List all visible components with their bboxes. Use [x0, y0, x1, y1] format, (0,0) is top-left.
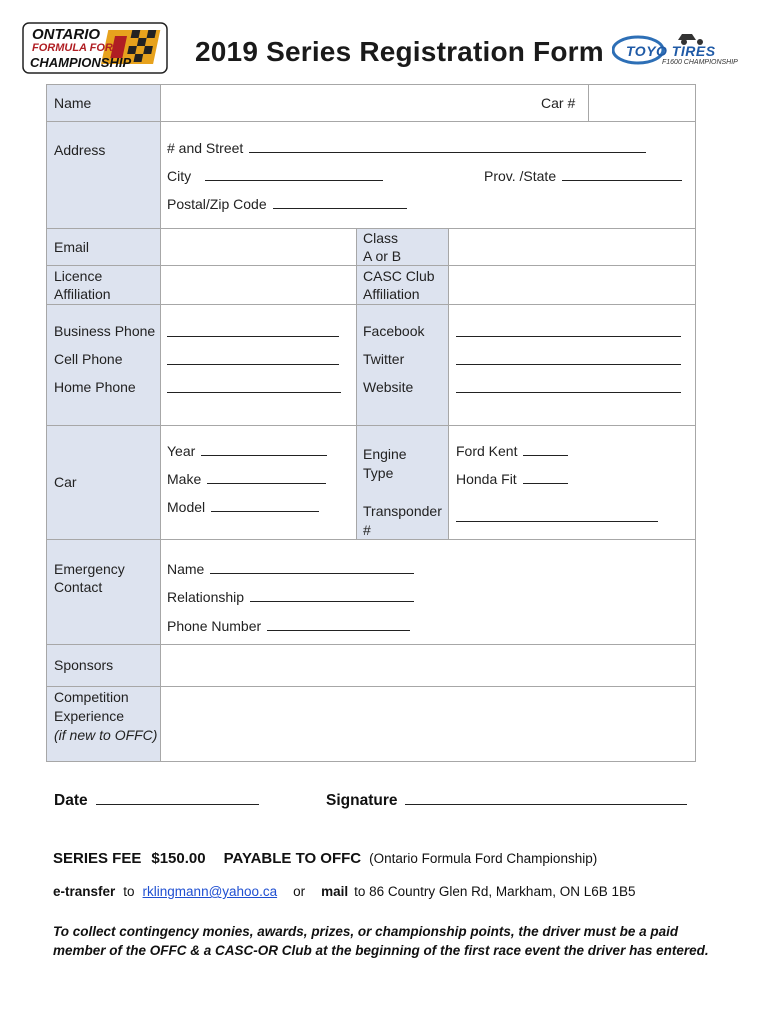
engine-label-line1: Engine: [363, 446, 407, 462]
casc-label-line2: Affiliation: [363, 286, 420, 302]
postal-label: Postal/Zip Code: [167, 196, 267, 212]
facebook-line[interactable]: [456, 325, 681, 337]
twitter-label: Twitter: [363, 351, 405, 367]
payment-methods-line: [53, 884, 636, 899]
series-fee-label: SERIES FEE: [53, 850, 142, 867]
ec-name-field[interactable]: [167, 560, 414, 579]
ec-relationship-line[interactable]: [250, 590, 414, 602]
model-line[interactable]: [211, 500, 319, 512]
logo-text-ontario: ONTARIO: [32, 26, 101, 43]
payable-note: (Ontario Formula Ford Championship): [369, 851, 598, 866]
street-line[interactable]: [249, 141, 646, 153]
signature-label: Signature: [326, 792, 398, 809]
logo-text-toyo: TOYO TIRES: [626, 43, 716, 59]
car-number-label: Car #: [541, 95, 576, 111]
make-line[interactable]: [207, 472, 326, 484]
facebook-label: Facebook: [363, 323, 425, 339]
business-phone-line[interactable]: [167, 325, 339, 337]
honda-fit-label: Honda Fit: [456, 471, 517, 487]
sponsors-input-cell[interactable]: [160, 644, 696, 687]
year-line[interactable]: [201, 444, 327, 456]
ec-name-label: Name: [167, 561, 205, 577]
competition-label-line2: Experience: [54, 708, 125, 724]
ec-phone-field[interactable]: [167, 617, 410, 636]
postal-line[interactable]: [273, 197, 407, 209]
year-label: Year: [167, 443, 196, 459]
class-label-line2: A or B: [363, 248, 402, 264]
licence-label-line2: Affiliation: [54, 286, 111, 302]
cell-phone-line[interactable]: [167, 353, 339, 365]
social-input-cell[interactable]: [448, 304, 696, 426]
car-label: Car: [54, 474, 77, 490]
city-line[interactable]: [205, 169, 383, 181]
transponder-line[interactable]: [456, 510, 658, 522]
home-phone-line[interactable]: [167, 381, 341, 393]
transponder-label-line1: Transponder: [363, 503, 442, 519]
city-field[interactable]: [167, 167, 383, 186]
address-label: Address: [54, 142, 106, 158]
page-title: 2019 Series Registration Form: [195, 36, 604, 67]
class-label-line1: Class: [363, 230, 399, 246]
prov-label: Prov. /State: [484, 168, 557, 184]
emergency-label-line1: Emergency: [54, 561, 125, 577]
email-link[interactable]: rklingmann@yahoo.ca: [142, 884, 278, 899]
date-label: Date: [54, 792, 88, 809]
cell-phone-label: Cell Phone: [54, 351, 123, 367]
transponder-label-line2: #: [363, 522, 371, 538]
ec-name-line[interactable]: [210, 562, 414, 574]
series-fee-line: [53, 850, 597, 867]
series-fee-amount: $150.00: [151, 850, 206, 867]
membership-note: To collect contingency monies, awards, prizes, or championship points, the driver must be a paid member of the OFFC & a CASC-OR Club at the beginning of the first race event the driver has entered.: [53, 924, 709, 958]
honda-fit-line[interactable]: [523, 472, 568, 484]
date-line[interactable]: [96, 791, 259, 805]
ford-kent-field[interactable]: [456, 442, 568, 461]
home-phone-label: Home Phone: [54, 379, 136, 395]
postal-field[interactable]: [167, 195, 407, 214]
casc-label-line1: CASC Club: [363, 268, 435, 284]
logo-text-championship: CHAMPIONSHIP: [30, 55, 132, 70]
model-field[interactable]: [167, 498, 319, 517]
engine-label-line2: Type: [363, 465, 394, 481]
etransfer-label: e-transfer: [53, 884, 116, 899]
ec-phone-line[interactable]: [267, 619, 410, 631]
make-field[interactable]: [167, 470, 326, 489]
emergency-label-line2: Contact: [54, 579, 103, 595]
to-word: to: [123, 884, 135, 899]
ec-relationship-field[interactable]: [167, 588, 414, 607]
year-field[interactable]: [167, 442, 327, 461]
email-label: Email: [54, 239, 90, 255]
ec-phone-label: Phone Number: [167, 618, 262, 634]
ontario-formula-ford-logo: [22, 22, 168, 74]
street-field[interactable]: [167, 139, 646, 158]
logo-text-formula-ford: FORMULA FORD: [32, 42, 121, 54]
honda-fit-field[interactable]: [456, 470, 568, 489]
prov-line[interactable]: [562, 169, 682, 181]
ford-kent-line[interactable]: [523, 444, 568, 456]
mail-label: mail: [321, 884, 349, 899]
twitter-line[interactable]: [456, 353, 681, 365]
licence-label-line1: Licence: [54, 268, 103, 284]
sponsors-label: Sponsors: [54, 657, 114, 673]
car-number-input-cell[interactable]: [588, 84, 696, 122]
competition-label-line1: Competition: [54, 689, 129, 705]
email-input-cell[interactable]: [160, 228, 357, 266]
competition-input-cell[interactable]: [160, 686, 696, 762]
model-label: Model: [167, 499, 206, 515]
signature-field[interactable]: [326, 791, 687, 810]
phones-input-cell[interactable]: [160, 304, 357, 426]
toyo-tires-logo: [612, 30, 742, 70]
street-label: # and Street: [167, 140, 244, 156]
city-label: City: [167, 168, 192, 184]
website-label: Website: [363, 379, 414, 395]
address-label-cell: [46, 121, 161, 229]
casc-input-cell[interactable]: [448, 265, 696, 305]
or-word: or: [293, 884, 306, 899]
make-label: Make: [167, 471, 202, 487]
name-input-cell[interactable]: [160, 84, 589, 122]
competition-label-line3: (if new to OFFC): [54, 727, 158, 743]
date-field[interactable]: [54, 791, 259, 810]
signature-line[interactable]: [405, 791, 687, 805]
class-input-cell[interactable]: [448, 228, 696, 266]
prov-field[interactable]: [484, 167, 682, 186]
licence-input-cell[interactable]: [160, 265, 357, 305]
payable-label: PAYABLE TO OFFC: [223, 850, 362, 867]
mail-address: to 86 Country Glen Rd, Markham, ON L6B 1B5: [354, 884, 636, 899]
name-label: Name: [54, 95, 92, 111]
ford-kent-label: Ford Kent: [456, 443, 518, 459]
business-phone-label: Business Phone: [54, 323, 156, 339]
website-line[interactable]: [456, 381, 681, 393]
logo-text-f1600: F1600 CHAMPIONSHIP: [662, 59, 738, 66]
ec-relationship-label: Relationship: [167, 589, 245, 605]
